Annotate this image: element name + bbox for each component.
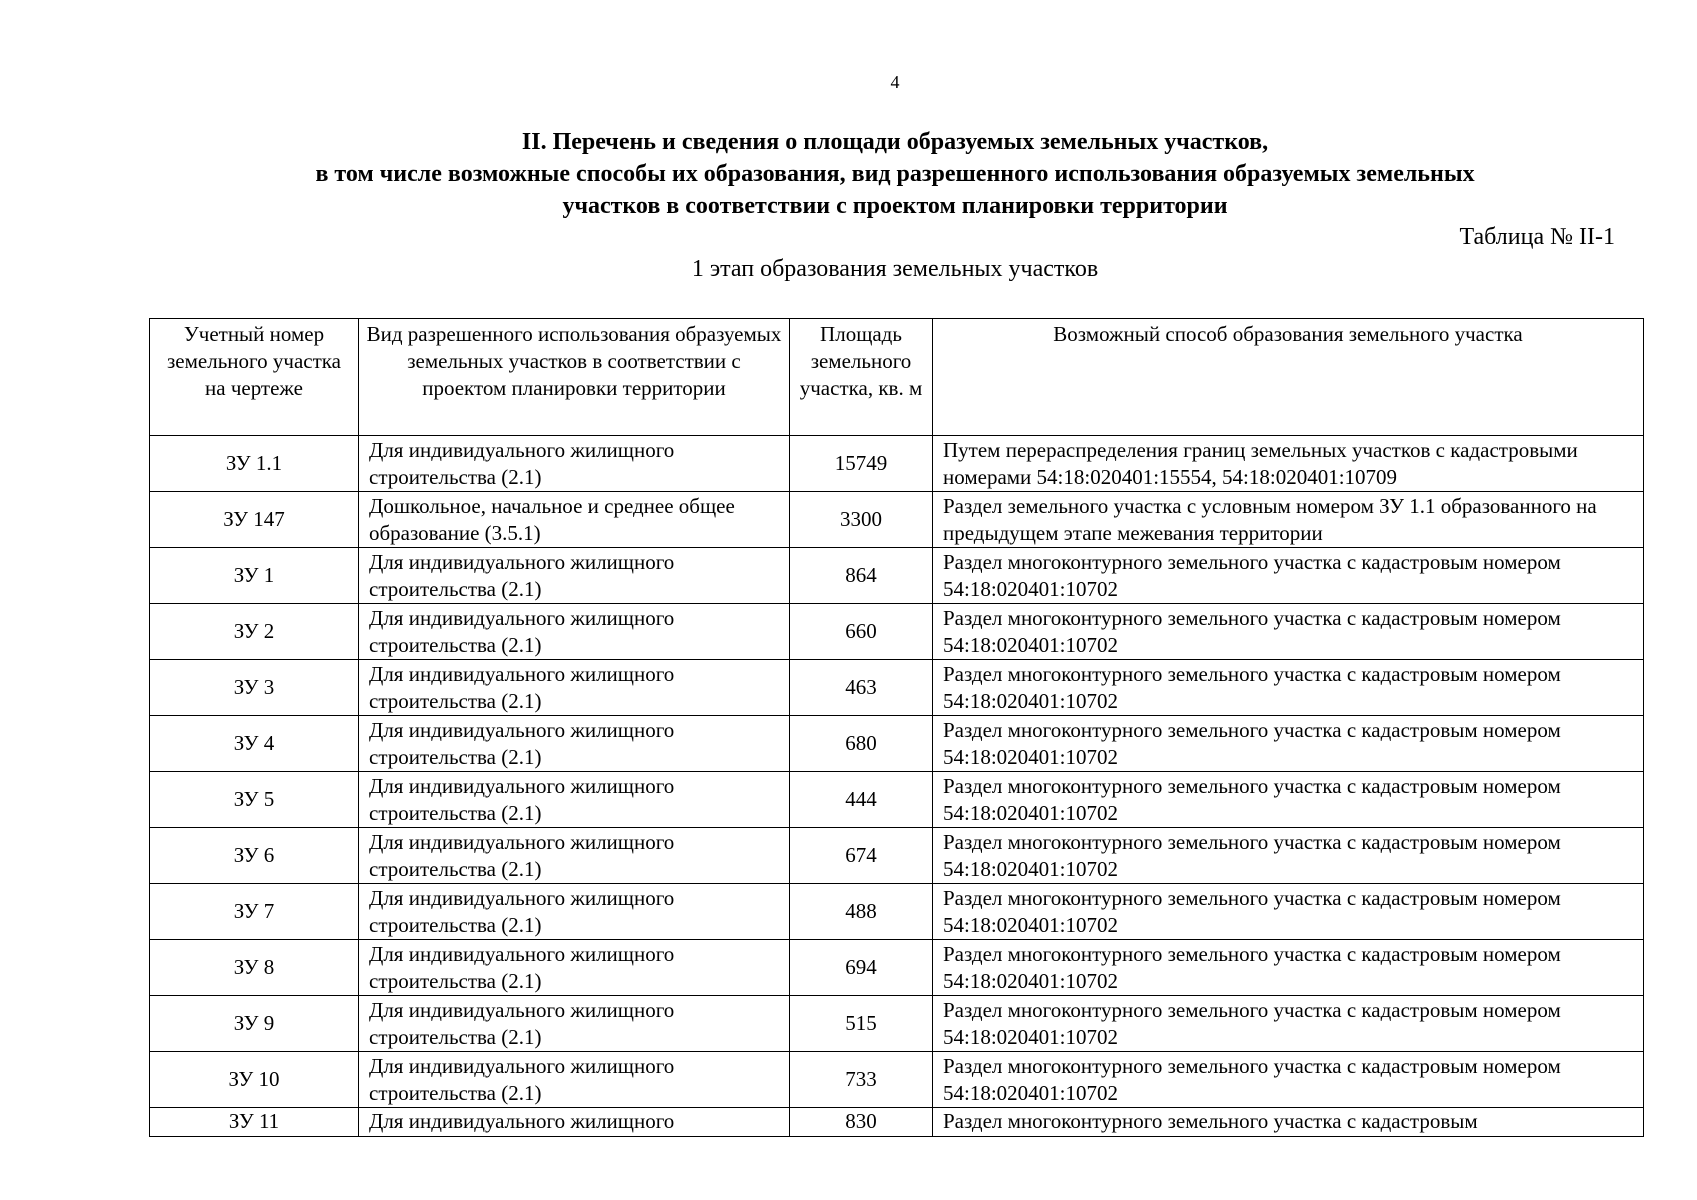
stage-title: 1 этап образования земельных участков <box>691 256 1099 282</box>
formation-method-cell: Раздел многоконтурного земельного участка с кадастровым номером 54:18:020401:10702 <box>933 772 1644 828</box>
page-number: 4 <box>890 72 900 92</box>
permitted-use-cell: Для индивидуального жилищного строительства (2.1) <box>359 716 790 772</box>
land-plots-table <box>149 318 1644 1137</box>
table-caption: Таблица № II-1 <box>1459 224 1615 250</box>
permitted-use-cell: Для индивидуального жилищного строительства (2.1) <box>359 604 790 660</box>
table-row <box>150 548 1644 604</box>
plot-number-cell: ЗУ 4 <box>150 716 359 772</box>
permitted-use-cell: Для индивидуального жилищного строительства (2.1) <box>359 660 790 716</box>
section-heading <box>150 126 1640 222</box>
permitted-use-cell: Для индивидуального жилищного строительства (2.1) <box>359 1052 790 1108</box>
table-row <box>150 884 1644 940</box>
formation-method-cell: Раздел многоконтурного земельного участка с кадастровым номером 54:18:020401:10702 <box>933 660 1644 716</box>
formation-method-cell: Раздел многоконтурного земельного участка с кадастровым номером 54:18:020401:10702 <box>933 604 1644 660</box>
plot-area-cell: 3300 <box>790 492 933 548</box>
plot-area-cell: 660 <box>790 604 933 660</box>
formation-method-cell: Путем перераспределения границ земельных участков с кадастровыми номерами 54:18:020401:15554, 54:18:020401:10709 <box>933 436 1644 492</box>
plot-number-cell: ЗУ 1.1 <box>150 436 359 492</box>
permitted-use-cell: Для индивидуального жилищного <box>359 1108 790 1137</box>
permitted-use-cell: Для индивидуального жилищного строительства (2.1) <box>359 828 790 884</box>
formation-method-cell: Раздел земельного участка с условным номером ЗУ 1.1 образованного на предыдущем этапе межевания территории <box>933 492 1644 548</box>
plot-number-cell: ЗУ 9 <box>150 996 359 1052</box>
table-row <box>150 604 1644 660</box>
table-body <box>150 436 1644 1137</box>
permitted-use-cell: Для индивидуального жилищного строительства (2.1) <box>359 772 790 828</box>
heading-line-1: II. Перечень и сведения о площади образуемых земельных участков, <box>521 129 1269 155</box>
plot-number-cell: ЗУ 1 <box>150 548 359 604</box>
header-plot-area: Площадь земельного участка, кв. м <box>790 319 933 436</box>
plot-number-cell: ЗУ 2 <box>150 604 359 660</box>
plot-area-cell: 733 <box>790 1052 933 1108</box>
plot-area-cell: 463 <box>790 660 933 716</box>
plot-number-cell: ЗУ 3 <box>150 660 359 716</box>
plot-area-cell: 680 <box>790 716 933 772</box>
header-formation-method: Возможный способ образования земельного участка <box>933 319 1644 436</box>
formation-method-cell: Раздел многоконтурного земельного участка с кадастровым <box>933 1108 1644 1137</box>
table-row <box>150 1052 1644 1108</box>
formation-method-cell: Раздел многоконтурного земельного участка с кадастровым номером 54:18:020401:10702 <box>933 1052 1644 1108</box>
table-row <box>150 492 1644 548</box>
table-row <box>150 940 1644 996</box>
plot-number-cell: ЗУ 147 <box>150 492 359 548</box>
plot-number-cell: ЗУ 8 <box>150 940 359 996</box>
plot-area-cell: 488 <box>790 884 933 940</box>
plot-number-cell: ЗУ 6 <box>150 828 359 884</box>
permitted-use-cell: Для индивидуального жилищного строительства (2.1) <box>359 884 790 940</box>
table-row <box>150 772 1644 828</box>
plot-number-cell: ЗУ 11 <box>150 1108 359 1137</box>
header-permitted-use: Вид разрешенного использования образуемых земельных участков в соответствии с проектом планировки территории <box>359 319 790 436</box>
plot-area-cell: 674 <box>790 828 933 884</box>
plot-area-cell: 15749 <box>790 436 933 492</box>
permitted-use-cell: Для индивидуального жилищного строительства (2.1) <box>359 940 790 996</box>
plot-number-cell: ЗУ 5 <box>150 772 359 828</box>
heading-line-3: участков в соответствии с проектом планировки территории <box>562 193 1228 219</box>
table-row <box>150 1108 1644 1137</box>
plot-number-cell: ЗУ 7 <box>150 884 359 940</box>
table-row <box>150 828 1644 884</box>
header-plot-number: Учетный номер земельного участка на чертеже <box>150 319 359 436</box>
table-row <box>150 716 1644 772</box>
permitted-use-cell: Дошкольное, начальное и среднее общее образование (3.5.1) <box>359 492 790 548</box>
table-header-row <box>150 319 1644 436</box>
formation-method-cell: Раздел многоконтурного земельного участка с кадастровым номером 54:18:020401:10702 <box>933 940 1644 996</box>
permitted-use-cell: Для индивидуального жилищного строительства (2.1) <box>359 996 790 1052</box>
plot-area-cell: 864 <box>790 548 933 604</box>
table-row <box>150 660 1644 716</box>
formation-method-cell: Раздел многоконтурного земельного участка с кадастровым номером 54:18:020401:10702 <box>933 716 1644 772</box>
formation-method-cell: Раздел многоконтурного земельного участка с кадастровым номером 54:18:020401:10702 <box>933 996 1644 1052</box>
formation-method-cell: Раздел многоконтурного земельного участка с кадастровым номером 54:18:020401:10702 <box>933 884 1644 940</box>
plot-area-cell: 830 <box>790 1108 933 1137</box>
plot-area-cell: 694 <box>790 940 933 996</box>
table-row <box>150 436 1644 492</box>
formation-method-cell: Раздел многоконтурного земельного участка с кадастровым номером 54:18:020401:10702 <box>933 828 1644 884</box>
formation-method-cell: Раздел многоконтурного земельного участка с кадастровым номером 54:18:020401:10702 <box>933 548 1644 604</box>
permitted-use-cell: Для индивидуального жилищного строительства (2.1) <box>359 436 790 492</box>
permitted-use-cell: Для индивидуального жилищного строительства (2.1) <box>359 548 790 604</box>
heading-line-2: в том числе возможные способы их образования, вид разрешенного использования образуемых земельных <box>315 161 1475 187</box>
plot-area-cell: 444 <box>790 772 933 828</box>
plot-area-cell: 515 <box>790 996 933 1052</box>
plot-number-cell: ЗУ 10 <box>150 1052 359 1108</box>
table-row <box>150 996 1644 1052</box>
